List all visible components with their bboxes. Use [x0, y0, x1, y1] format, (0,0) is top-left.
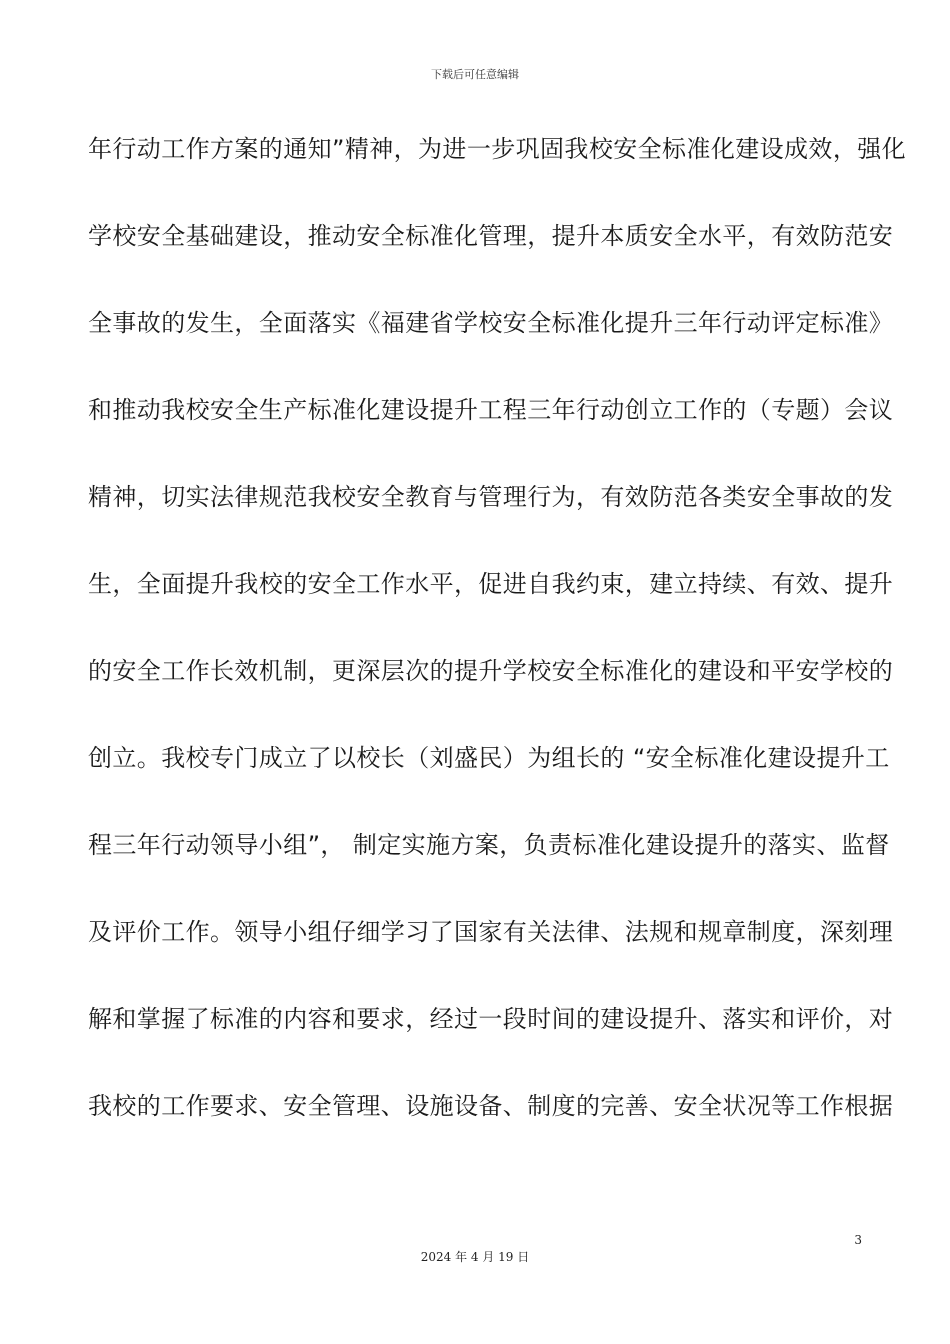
- body-line: 程三年行动领导小组”， 制定实施方案，负责标准化建设提升的落实、监督: [88, 831, 890, 859]
- body-line: 生，全面提升我校的安全工作水平，促进自我约束，建立持续、有效、提升: [88, 570, 894, 598]
- page-number: 3: [854, 1233, 862, 1247]
- body-line: 年行动工作方案的通知”精神，为进一步巩固我校安全标准化建设成效，强化: [88, 135, 907, 163]
- body-line: 全事故的发生，全面落实《福建省学校安全标准化提升三年行动评定标准》: [88, 309, 894, 337]
- body-line: 学校安全基础建设，推动安全标准化管理，提升本质安全水平，有效防范安: [88, 222, 894, 250]
- body-line: 我校的工作要求、安全管理、设施设备、制度的完善、安全状况等工作根据: [88, 1092, 894, 1120]
- body-line: 解和掌握了标准的内容和要求，经过一段时间的建设提升、落实和评价，对: [88, 1005, 894, 1033]
- body-line: 和推动我校安全生产标准化建设提升工程三年行动创立工作的（专题）会议: [88, 396, 894, 424]
- body-line: 精神，切实法律规范我校安全教育与管理行为，有效防范各类安全事故的发: [88, 483, 894, 511]
- document-body: [88, 128, 907, 1172]
- body-line: 创立。我校专门成立了以校长（刘盛民）为组长的 “安全标准化建设提升工: [88, 744, 890, 772]
- body-line: 的安全工作长效机制，更深层次的提升学校安全标准化的建设和平安学校的: [88, 657, 894, 685]
- footer-date: 2024 年 4 月 19 日: [420, 1250, 530, 1264]
- header-note: 下载后可任意编辑: [431, 68, 519, 81]
- body-line: 及评价工作。领导小组仔细学习了国家有关法律、法规和规章制度，深刻理: [88, 918, 894, 946]
